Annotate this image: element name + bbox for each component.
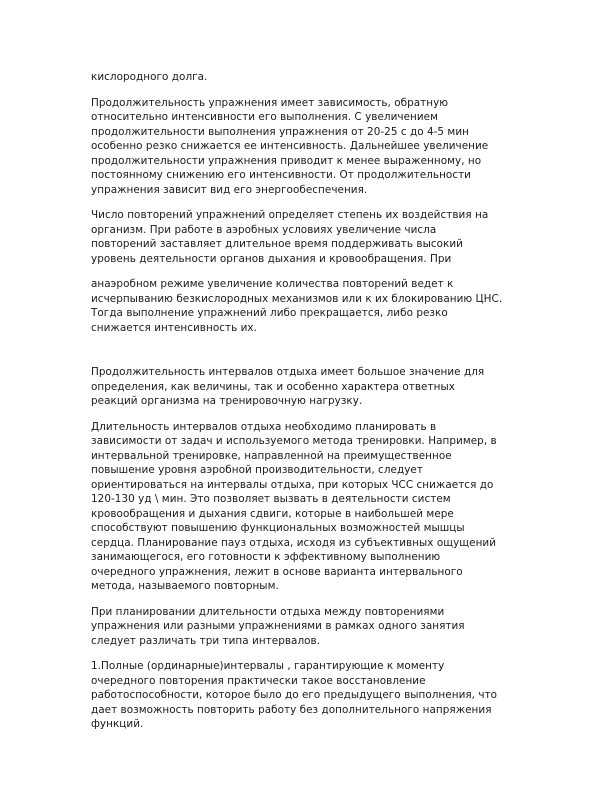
- paragraph-rest-interval-importance: Продолжительность интервалов отдыха имеет большое значение для определения, как величины, так и особенно характера ответных реакций организма на тренировочную нагрузку.: [91, 366, 485, 407]
- paragraph-anaerobic-mode: анаэробном режиме увеличение количества повторений ведет к исчерпыванию безкислородных механизмов или к их блокированию ЦНС. Тогда выполнение упражнений либо прекращается, либо резко снижается интенсивность их.: [91, 278, 503, 334]
- paragraph-exercise-duration: Продолжительность упражнения имеет зависимость, обратную относительно интенсивности его выполнения. С увеличением продолжительности выполнения упражнения от 20-25 с до 4-5 мин особенно резко снижается ее интенсивность. Дальнейшее увеличение продолжительности упражнения приводит к менее выраженному, но постоянному снижению его интенсивности. От продолжительности упражнения зависит вид его энергообеспечения.: [91, 96, 489, 196]
- paragraph-repetitions: Число повторений упражнений определяет степень их воздействия на организм. При работе в аэробных условиях увеличение числа повторений заставляет длительное время поддерживать высокий уровень деятельности органов дыхания и кровообращения. При: [91, 209, 489, 265]
- document-body: [91, 70, 521, 743]
- paragraph-interval-types-intro: При планировании длительности отдыха между повторениями упражнения или разными упражнениями в рамках одного занятия следует различать три типа интервалов.: [91, 605, 465, 647]
- paragraph-oxygen-debt-end: кислородного долга.: [91, 71, 208, 83]
- paragraph-full-intervals: 1.Полные (ординарные)интервалы , гарантирующие к моменту очередного повторения практически такое восстановление работоспособности, которое было до его предыдущего выполнения, что дает возможность повторить работу без дополнительного напряжения функций.: [91, 660, 498, 730]
- paragraph-rest-interval-planning: Длительность интервалов отдыха необходимо планировать в зависимости от задач и используемого метода тренировки. Например, в интервальной тренировке, направленной на преимущественное повышение уровня аэробной производительности, следует ориентироваться на интервалы отдыха, при которых ЧСС снижается до 120-130 уд \ мин. Это позволяет вызвать в деятельности систем кровообращения и дыхания сдвиги, которые в наибольшей мере способствуют повышению функциональных возможностей мышцы сердца. Планирование пауз отдыха, исходя из субъективных ощущений занимающегося, его готовности к эффективному выполнению очередного упражнения, лежит в основе варианта интервального метода, называемого повторным.: [91, 420, 497, 592]
